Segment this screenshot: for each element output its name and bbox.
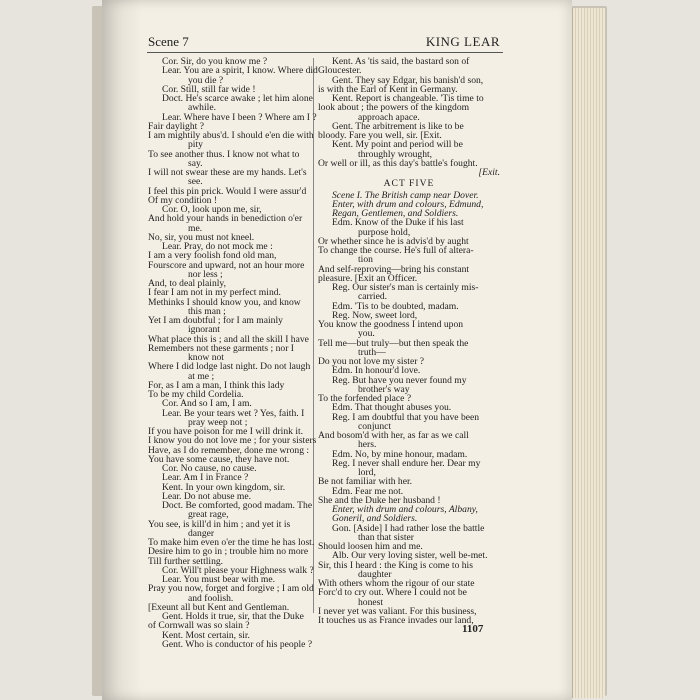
text-line: Tell me—but truly—but then speak the: [318, 338, 469, 348]
text-line: [Exit.: [478, 168, 500, 178]
gutter-shadow: [102, 0, 142, 700]
text-line: great rage,: [188, 510, 229, 520]
text-line: To change the course. He's full of altera-: [318, 246, 474, 256]
text-line: look about ; the powers of the kingdom: [318, 103, 470, 113]
text-line: Have, as I do remember, done me wrong :: [148, 445, 310, 455]
text-line: and foolish.: [188, 593, 234, 603]
text-line: Kent. My point and period will be: [332, 140, 463, 150]
text-line: Reg. But have you never found my: [332, 375, 467, 385]
text-line: approach apace.: [358, 112, 420, 122]
text-line: Edm. Fear me not.: [332, 486, 404, 496]
text-line: know not: [188, 353, 224, 363]
text-line: Scene I. The British camp near Dover.: [332, 190, 479, 200]
text-line: Till further settling.: [148, 556, 224, 566]
text-line: hers.: [358, 440, 377, 450]
text-line: Edm. In honour'd love.: [332, 366, 421, 376]
text-line: And self-reproving—bring his constant: [318, 264, 470, 274]
text-line: It touches us as France invades our land,: [318, 616, 474, 626]
text-line: Doct. He's scarce awake ; let him alone: [162, 94, 313, 104]
text-line: You see, is kill'd in him ; and yet it is: [148, 519, 291, 529]
text-line: Gent. The arbitrement is like to be: [332, 121, 464, 131]
text-line: I am a very foolish fond old man,: [148, 251, 277, 261]
text-line: You have some cause, they have not.: [148, 454, 290, 464]
text-line: Lear. Am I in France ?: [162, 473, 249, 483]
text-line: Enter, with drum and colours, Edmund,: [332, 199, 484, 209]
text-line: Lear. Pray, do not mock me :: [162, 242, 273, 252]
text-line: pleasure. [Exit an Officer.: [318, 273, 418, 283]
text-line: Lear. You must bear with me.: [162, 575, 275, 585]
text-line: you.: [358, 329, 375, 339]
text-line: Regan, Gentlemen, and Soldiers.: [332, 209, 459, 219]
text-line: I know you do not love me ; for your sisters: [148, 436, 317, 446]
text-line: nor less ;: [188, 269, 223, 279]
text-line: Cor. Still, still far wide !: [162, 84, 256, 94]
text-line: I fear I am not in my perfect mind.: [148, 288, 281, 298]
text-line: Cor. O, look upon me, sir,: [162, 205, 262, 215]
text-line: Goneril, and Soldiers.: [332, 514, 418, 524]
play-title: KING LEAR: [425, 34, 500, 49]
text-line: see.: [188, 177, 203, 187]
text-line: danger: [188, 528, 215, 538]
text-line: Yet I am doubtful ; for I am mainly: [148, 316, 283, 326]
text-line: Forc'd to cry out. Where I could not be: [318, 588, 467, 598]
text-line: Pray you now, forget and forgive ; I am old: [148, 584, 314, 594]
text-line: Of my condition !: [148, 195, 218, 205]
text-line: carried.: [358, 292, 388, 302]
text-line: say.: [188, 158, 203, 168]
text-line: No, sir, you must not kneel.: [148, 232, 255, 242]
text-line: And, to deal plainly,: [148, 279, 226, 289]
text-line: honest: [358, 597, 384, 607]
text-line: awhile.: [188, 103, 216, 113]
text-line: Cor. And so I am, I am.: [162, 399, 252, 409]
text-line: Alb. Our very loving sister, well be-met.: [332, 551, 488, 561]
text-line: Lear. Do not abuse me.: [162, 491, 251, 501]
text-line: Reg. Our sister's man is certainly mis-: [332, 283, 479, 293]
text-line: Reg. Now, sweet lord,: [332, 310, 418, 320]
left-column: [148, 57, 318, 649]
text-line: Sir, this I heard : the King is come to his: [318, 560, 473, 570]
text-line: I feel this pin prick. Would I were assur'd: [148, 186, 307, 196]
text-line: I never yet was valiant. For this business,: [318, 606, 477, 616]
text-line: you die ?: [188, 75, 224, 85]
text-line: throughly wrought,: [358, 149, 433, 159]
text-line: of Cornwall was so slain ?: [148, 621, 250, 631]
text-line: conjunct: [358, 421, 392, 431]
text-line: tion: [358, 255, 373, 265]
text-line: Desire him to go in ; trouble him no more: [148, 547, 309, 557]
text-line: Gent. They say Edgar, his banish'd son,: [332, 75, 484, 85]
act-heading: ACT FIVE: [383, 179, 435, 189]
text-line: Be not familiar with her.: [318, 477, 413, 487]
text-line: lord,: [358, 468, 376, 478]
text-line: If you have poison for me I will drink it.: [148, 427, 304, 437]
text-line: Gloucester.: [318, 66, 362, 76]
text-line: I will not swear these are my hands. Let's: [148, 168, 307, 178]
text-line: Gent. Holds it true, sir, that the Duke: [162, 612, 304, 622]
text-line: I am mightily abus'd. I should e'en die with: [148, 131, 314, 141]
text-line: Kent. Report is changeable. 'Tis time to: [332, 94, 484, 104]
text-line: To make him even o'er the time he has lost.: [148, 538, 315, 548]
text-line: Edm. That thought abuses you.: [332, 403, 452, 413]
text-line: Cor. Sir, do you know me ?: [162, 57, 268, 67]
text-line: To be my child Cordelia.: [148, 390, 244, 400]
text-line: purpose hold,: [358, 227, 411, 237]
text-line: Edm. No, by mine honour, madam.: [332, 449, 468, 459]
text-line: Lear. Be your tears wet ? Yes, faith. I: [162, 408, 305, 418]
text-line: [Exeunt all but Kent and Gentleman.: [148, 602, 290, 612]
text-line: With others whom the rigour of our state: [318, 579, 475, 589]
page-edges: [572, 8, 605, 698]
text-line: You know the goodness I intend upon: [318, 320, 464, 330]
text-line: Reg. I never shall endure her. Dear my: [332, 458, 481, 468]
text-line: Gon. [Aside] I had rather lose the battle: [332, 523, 485, 533]
text-line: Should loosen him and me.: [318, 542, 423, 552]
text-line: Or whether since he is advis'd by aught: [318, 236, 469, 246]
text-line: What place this is ; and all the skill I have: [148, 334, 309, 344]
text-line: pity: [188, 140, 203, 150]
text-line: bloody. Fare you well, sir. [Exit.: [318, 131, 442, 141]
text-line: this man ;: [188, 306, 226, 316]
text-line: Reg. I am doubtful that you have been: [332, 412, 480, 422]
text-line: brother's way: [358, 384, 410, 394]
scene-label: Scene 7: [148, 34, 189, 49]
text-line: Lear. You are a spirit, I know. Where did: [162, 66, 318, 76]
text-line: Methinks I should know you, and know: [148, 297, 301, 307]
text-line: Fourscore and upward, not an hour more: [148, 260, 305, 270]
text-line: is with the Earl of Kent in Germany.: [318, 84, 458, 94]
text-line: And hold your hands in benediction o'er: [148, 214, 303, 224]
text-line: Lear. Where have I been ? Where am I ?: [162, 112, 317, 122]
text-line: Doct. Be comforted, good madam. The: [162, 501, 313, 511]
text-line: Kent. As 'tis said, the bastard son of: [332, 57, 470, 67]
text-line: She and the Duke her husband !: [318, 495, 441, 505]
text-line: daughter: [358, 569, 392, 579]
text-line: Remembers not these garments ; nor I: [148, 343, 295, 353]
text-line: And bosom'd with her, as far as we call: [318, 431, 469, 441]
text-line: Edm. 'Tis to be doubted, madam.: [332, 301, 459, 311]
text-line: ignorant: [188, 325, 220, 335]
text-line: truth—: [358, 347, 386, 357]
text-line: Kent. Most certain, sir.: [162, 630, 250, 640]
text-line: For, as I am a man, I think this lady: [148, 380, 285, 390]
text-line: Kent. In your own kingdom, sir.: [162, 482, 286, 492]
header-rule: [147, 52, 503, 53]
text-line: pray weep not ;: [188, 417, 248, 427]
text-line: me.: [188, 223, 203, 233]
text-line: Cor. Will't please your Highness walk ?: [162, 565, 314, 575]
text-line: Fair daylight ?: [148, 121, 204, 131]
text-line: Edm. Know of the Duke if his last: [332, 218, 464, 228]
right-column: [318, 57, 500, 625]
text-line: Cor. No cause, no cause.: [162, 464, 257, 474]
text-line: Or well or ill, as this day's battle's fought.: [318, 158, 478, 168]
text-line: Gent. Who is conductor of his people ?: [162, 639, 313, 649]
text-line: than that sister: [358, 532, 414, 542]
running-header: [148, 34, 500, 52]
text-line: To the forfended place ?: [318, 394, 412, 404]
text-line: Where I did lodge last night. Do not laugh: [148, 362, 311, 372]
page-number: 1107: [462, 623, 484, 635]
text-line: To see another thus. I know not what to: [148, 149, 300, 159]
text-line: Do you not love my sister ?: [318, 357, 425, 367]
text-line: at me ;: [188, 371, 215, 381]
text-line: Enter, with drum and colours, Albany,: [332, 505, 478, 515]
